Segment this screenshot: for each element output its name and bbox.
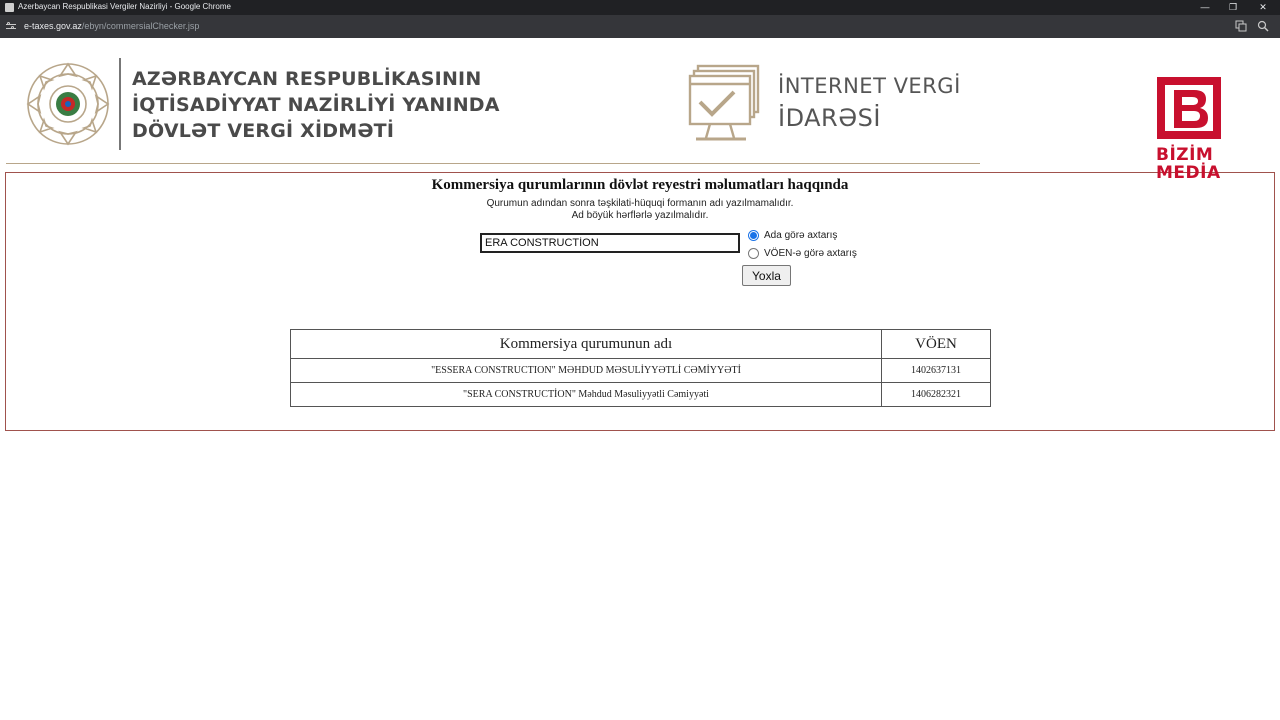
radio-button-by-voen[interactable] [748,248,759,259]
results-header-row [291,330,991,359]
zoom-icon[interactable] [1257,20,1269,32]
voen-cell: 1406282321 [882,383,991,407]
site-favicon-icon [5,3,14,12]
state-emblem-icon [24,60,112,148]
page-title: Kommersiya qurumlarının dövlət reyestri məlumatları haqqında [431,177,849,193]
restore-button[interactable]: ❐ [1228,2,1238,12]
company-name-cell: "ESSERA CONSTRUCTION" MƏHDUD MƏSULİYYƏTLİ CƏMİYYƏTİ [291,359,882,383]
company-name-cell: "SERA CONSTRUCTİON" Məhdud Məsuliyyətli Cəmiyyəti [291,383,882,407]
hint-line-2: Ad böyük hərflərlə yazılmalıdır. [571,210,709,221]
browser-title-bar [0,0,1280,15]
radio-search-by-voen[interactable] [748,248,857,259]
service-name-line-2: İDARƏSİ [778,104,881,132]
table-row [291,359,991,383]
site-header [0,38,1280,166]
org-name-line-2: İQTİSADİYYAT NAZİRLİYİ YANINDA [132,94,500,116]
close-window-button[interactable]: ✕ [1259,2,1267,12]
results-table [290,329,991,407]
watermark-line-1: BİZİM [1156,145,1214,165]
column-header-voen: VÖEN [882,330,991,359]
radio-label-by-name: Ada görə axtarış [764,230,838,241]
address-bar[interactable] [0,15,1280,38]
url-path: /ebyn/commersialChecker.jsp [81,21,200,31]
commercial-checker-panel [5,172,1275,431]
url-text[interactable] [24,21,199,31]
radio-button-by-name[interactable] [748,230,759,241]
translate-icon[interactable] [1235,20,1247,32]
watermark-line-2: MEDİA [1156,163,1221,183]
org-name-line-1: AZƏRBAYCAN RESPUBLİKASININ [132,68,482,90]
minimize-button[interactable]: — [1200,2,1210,12]
window-title: Azerbaycan Respublikasi Vergiler Nazirliyi - Google Chrome [18,2,231,11]
header-rule [6,163,980,164]
radio-search-by-name[interactable] [748,230,837,241]
org-name-line-3: DÖVLƏT VERGİ XİDMƏTİ [132,120,395,142]
radio-label-by-voen: VÖEN-ə görə axtarış [764,248,857,259]
check-button[interactable]: Yoxla [742,265,791,286]
url-host: e-taxes.gov.az [24,21,82,31]
table-row [291,383,991,407]
voen-cell: 1402637131 [882,359,991,383]
header-divider [119,58,121,150]
company-name-input[interactable] [480,233,740,253]
hint-line-1: Qurumun adından sonra təşkilati-hüquqi formanın adı yazılmamalıdır. [486,198,794,209]
column-header-name: Kommersiya qurumunun adı [291,330,882,359]
service-name-line-1: İNTERNET VERGİ [778,74,961,98]
bizim-media-logo [1156,76,1222,140]
monitor-checkmark-icon [688,62,764,146]
site-settings-icon[interactable] [6,22,16,31]
